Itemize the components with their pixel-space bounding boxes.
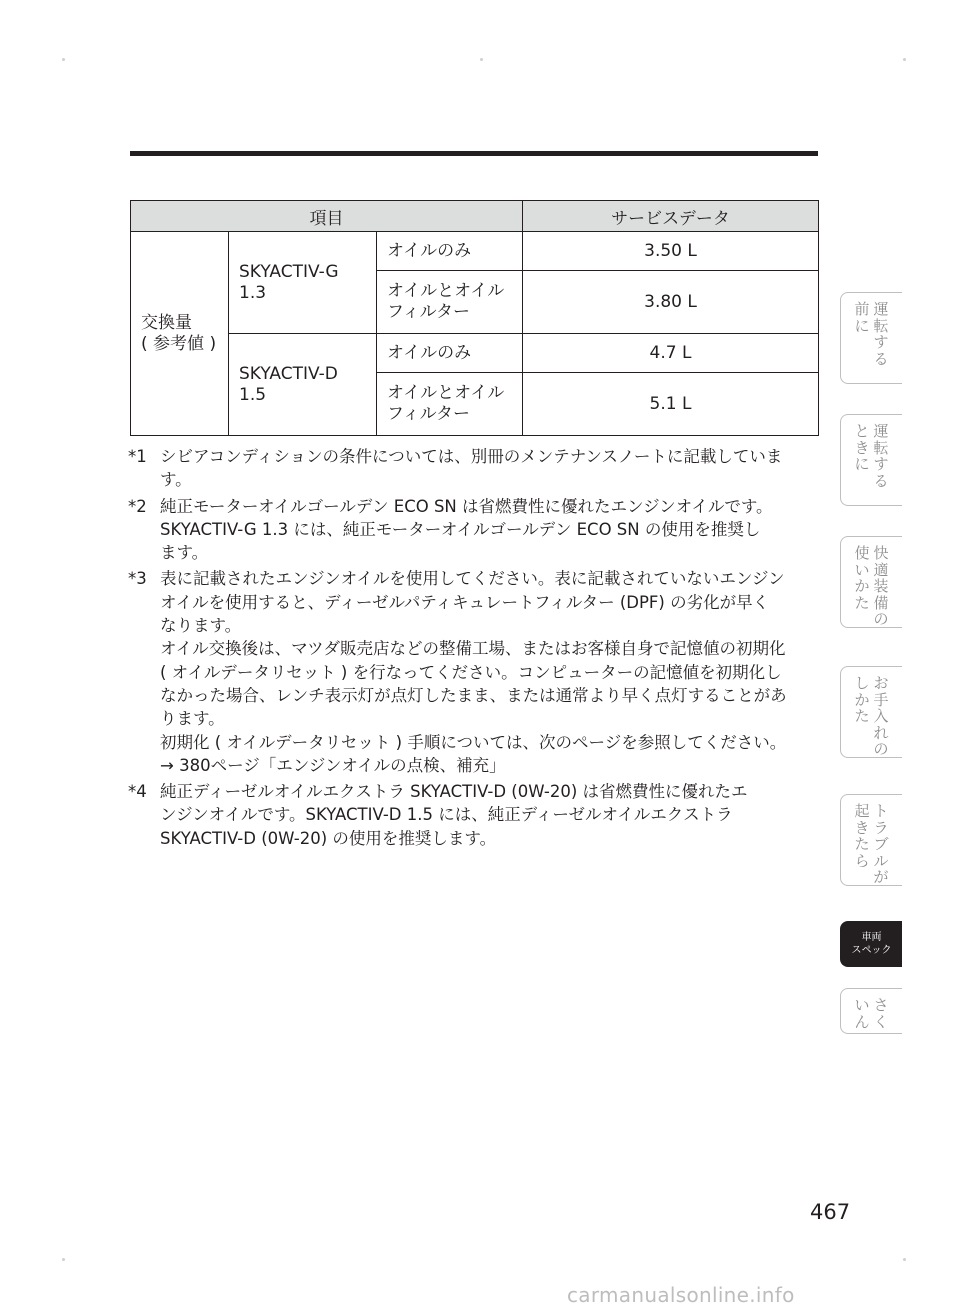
tab-label-char: ラ [873,818,889,837]
crop-mark [903,1258,906,1261]
tab-label-column [854,545,871,627]
tab-label-char: る [873,349,889,368]
footnotes [128,445,822,853]
tab-label-char: た [854,707,870,725]
tab-label-char: か [854,577,870,595]
footnote-4 [128,780,822,850]
tab-label-column [873,803,890,885]
tab-label-char: れ [873,723,889,742]
header-service-data: サービスデータ [523,201,819,232]
footnote-line: ンジンオイルです。SKYACTIV-D 1.5 には、純正ディーゼルオイルエクストラ [160,805,733,825]
footnote-body [160,567,822,777]
engine-displacement: 1.3 [239,282,267,303]
tab-label-char: に [854,455,870,473]
footnote-line: ます。 [160,543,209,563]
tab-label-column [873,423,890,505]
tab-label-char: 前 [854,300,870,318]
footnote-line: ります。 [160,709,225,729]
header-item: 項目 [131,201,523,232]
footnote-line: 純正モーターオイルゴールデン ECO SN は省燃費性に優れたエンジンオイルです。 [160,496,773,516]
tab-label-char: が [873,868,889,886]
tab-label-char: た [854,593,870,612]
item-cell [377,271,523,334]
tab-label-char: ト [873,802,889,820]
crop-mark [480,58,483,61]
tab-label-column [854,997,871,1033]
category-note: ( 参考値 ) [141,333,217,354]
footnote-mark: *4 [128,782,147,802]
tab-label-char: 運 [873,300,889,318]
tab-label-column [873,997,890,1033]
footnote-2 [128,495,822,565]
tab-label-char: い [854,560,870,579]
tab-maintenance[interactable] [840,666,902,758]
item-text: オイルとオイル [387,281,505,301]
tab-label-char: ル [873,851,889,870]
category-label: 交換量 [141,312,192,333]
footnote-line: オイル交換後は、マツダ販売店などの整備工場、またはお客様自身で記憶値の初期化 [160,639,786,659]
tab-label-char: 適 [873,560,889,579]
engine-name: SKYACTIV-D [239,363,338,384]
category-cell [131,232,229,436]
tab-label-char: 転 [873,316,889,335]
table-row [131,334,819,373]
tab-label-char: い [854,996,870,1014]
footnote-mark: *1 [128,447,147,466]
footnote-1 [128,445,822,492]
item-text: フィルター [387,404,470,424]
tab-vehicle-specs[interactable] [840,921,902,967]
tab-label-column [854,301,871,383]
footnote-line: オイルを使用すると、ディーゼルパティキュレートフィルター (DPF) の劣化が早く [160,592,770,612]
tab-label-column [873,545,890,627]
tab-index[interactable] [840,988,902,1034]
tab-troubleshooting[interactable] [840,794,902,886]
tab-label-column [873,301,890,383]
tab-label-char: た [854,835,870,853]
footnote-body [160,445,822,492]
item-cell [377,232,523,271]
footnote-line: 初期化 ( オイルデータリセット ) 手順については、次のページを参照してください。 [160,732,787,752]
page-reference-link[interactable]: → 380ページ「エンジンオイルの点検、補充」 [160,755,506,775]
item-cell [377,334,523,373]
tab-label-char: の [873,740,889,758]
engine-name: SKYACTIV-G [239,261,339,282]
engine-cell [229,232,377,334]
engine-cell [229,334,377,436]
item-text: オイルとオイル [387,383,505,403]
footnote-line: SKYACTIV-D (0W-20) の使用を推奨します。 [160,828,497,848]
tab-label: スペック [851,944,892,956]
value-cell: 4.7 L [523,334,819,373]
tab-label-char: の [873,610,889,628]
footnote-body [160,780,822,850]
crop-mark [903,58,906,61]
crop-mark [62,58,65,61]
footnote-body [160,495,822,565]
tab-label-char: 転 [873,438,889,457]
tab-label-char: 起 [854,802,870,820]
tab-label-char: き [854,438,870,457]
tab-label-char: る [873,471,889,490]
footnote-line: ( オイルデータリセット ) を行なってください。コンピューターの記憶値を初期化し [160,662,782,682]
tab-label-char: き [854,818,870,837]
tab-label-char: し [854,674,870,692]
tab-label-char: か [854,690,870,709]
tab-label-char: お [873,674,889,692]
footnote-line: シビアコンディションの条件については、別冊のメンテナンスノートに記載していま [160,447,783,466]
tab-label-char: 快 [873,544,889,562]
tab-label-column [854,803,871,885]
chapter-tabs [840,0,904,1315]
table-header-row [131,201,819,232]
footnote-line: なります。 [160,616,242,636]
item-text: フィルター [387,302,470,322]
tab-label-char: 入 [873,707,889,725]
tab-label-char: 手 [873,690,889,709]
footnote-mark: *2 [128,496,147,516]
tab-label-char: と [854,422,870,440]
tab-while-driving[interactable] [840,414,902,506]
item-text: オイルのみ [387,342,472,363]
tab-label-char: ら [854,851,870,870]
tab-label-char: に [854,316,870,335]
footnote-line: 純正ディーゼルオイルエクストラ SKYACTIV-D (0W-20) は省燃費性に優れたエ [160,782,748,802]
tab-label-char: さ [873,996,889,1014]
tab-comfort-features[interactable] [840,536,902,628]
value-cell: 3.50 L [523,232,819,271]
tab-label-char: ブ [873,835,889,853]
footnote-line: す。 [160,470,192,490]
tab-label-char: 運 [873,422,889,440]
footnote-mark: *3 [128,569,147,589]
tab-label-char: 備 [873,593,889,612]
footnote-line: なかった場合、レンチ表示灯が点灯したまま、または通常より早く点灯することがあ [160,685,787,705]
tab-label-char: す [873,455,889,473]
tab-label-char: 使 [854,544,870,562]
service-data-table [130,200,819,436]
item-text: オイルのみ [387,240,472,261]
tab-label-char: ん [854,1012,870,1031]
tab-label-char: く [873,1012,889,1031]
page-number: 467 [810,1200,851,1224]
tab-before-driving[interactable] [840,292,902,384]
table-row [131,232,819,271]
crop-mark [62,1258,65,1261]
tab-label-column [854,423,871,505]
tab-label: 車両 [861,931,882,943]
value-cell: 5.1 L [523,373,819,436]
item-cell [377,373,523,436]
footnote-line: SKYACTIV-G 1.3 には、純正モーターオイルゴールデン ECO SN の使用を推奨し [160,519,761,539]
watermark: carmanualsonline.info [567,1283,795,1307]
value-cell: 3.80 L [523,271,819,334]
tab-label-column [873,675,890,757]
tab-label-char: 装 [873,577,889,595]
footnote-3 [128,567,822,777]
engine-displacement: 1.5 [239,384,267,405]
tab-label-column [854,675,871,757]
top-rule [130,151,818,156]
footnote-line: 表に記載されたエンジンオイルを使用してください。表に記載されていないエンジン [160,569,785,589]
tab-label-char: す [873,333,889,351]
